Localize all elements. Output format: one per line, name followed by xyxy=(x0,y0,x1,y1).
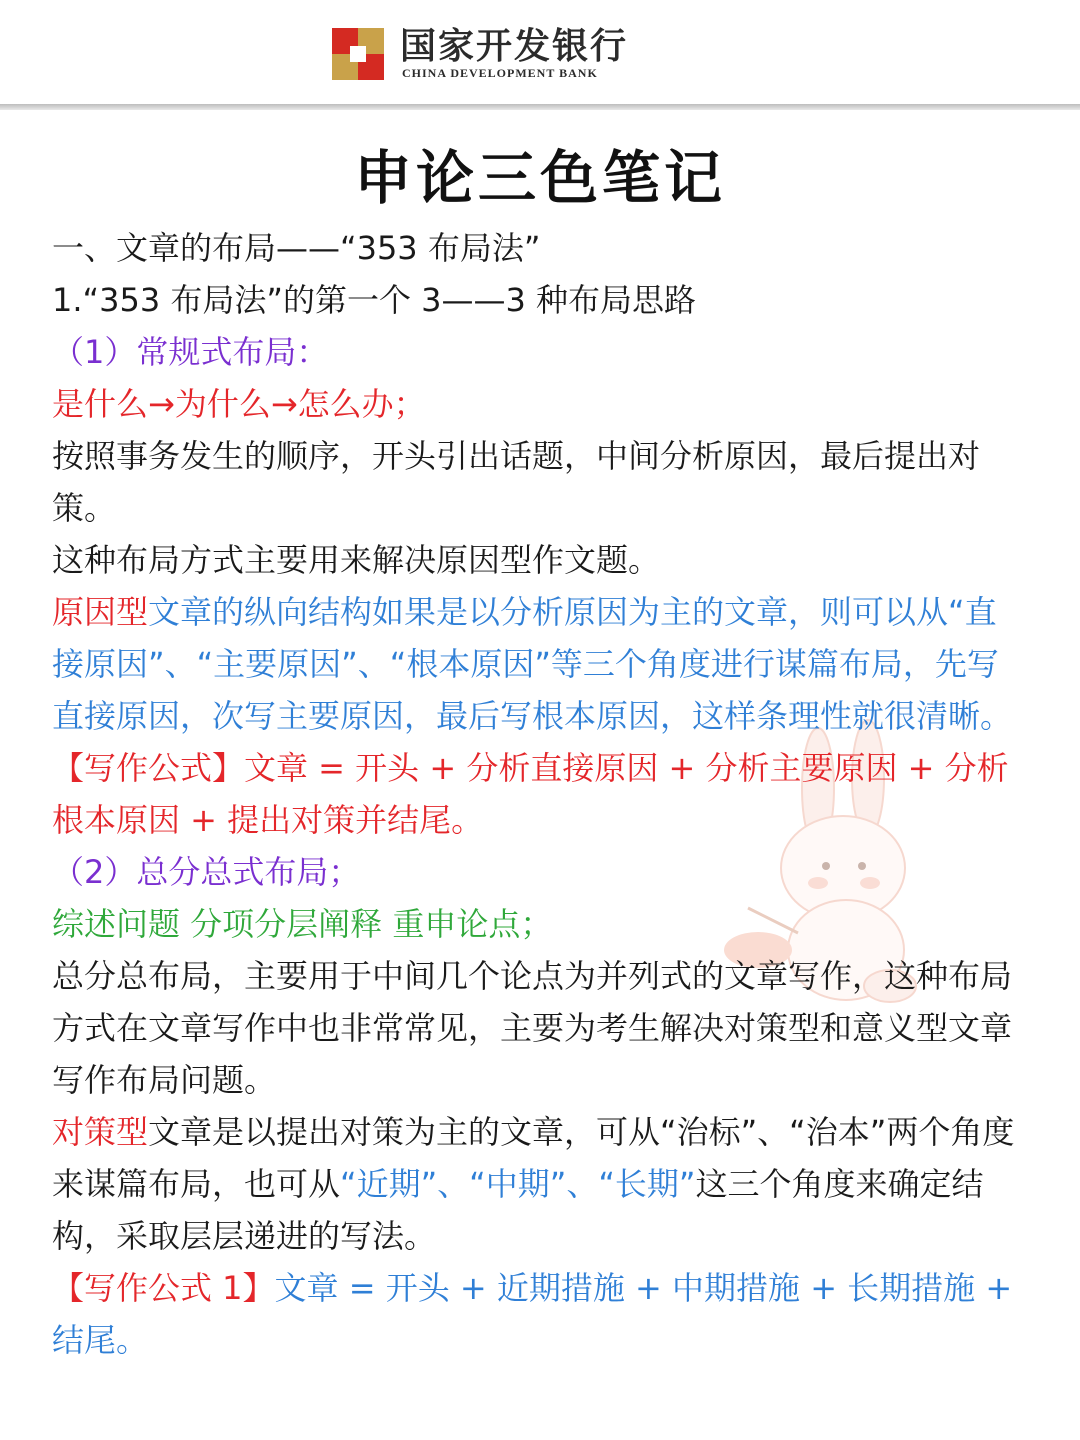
writing-formula-1-label: 【写作公式 1】 xyxy=(52,1269,275,1307)
notes-content xyxy=(52,222,1027,1366)
layout-type-1-formula: 是什么→为什么→怎么办； xyxy=(52,385,426,423)
cause-type-paragraph xyxy=(52,586,1027,742)
layout-type-1-usage: 这种布局方式主要用来解决原因型作文题。 xyxy=(52,541,661,579)
cause-type-keyword: 原因型 xyxy=(52,593,149,631)
layout-type-2-formula: 综述问题 分项分层阐释 重申论点； xyxy=(52,905,553,943)
layout-type-1-description: 按照事务发生的顺序，开头引出话题，中间分析原因，最后提出对策。 xyxy=(52,437,981,527)
bank-name-en: CHINA DEVELOPMENT BANK xyxy=(402,66,598,80)
countermeasure-type-text: 文章是以提出对策为主的文章，可从“治标”、“治本”两个角度来谋篇布局，也可从 xyxy=(52,1113,1015,1203)
countermeasure-terms: “近期”、“中期”、“长期” xyxy=(340,1165,696,1203)
layout-type-1-heading: （1）常规式布局： xyxy=(52,333,329,371)
writing-formula-1 xyxy=(52,1262,1027,1366)
writing-formula-1-text: 文章 = 开头 + 近期措施 + 中期措施 + 长期措施 + 结尾。 xyxy=(52,1269,1013,1359)
countermeasure-type-ending: 这三个角度来确定结构，采取层层递进的写法。 xyxy=(52,1165,984,1255)
countermeasure-type-keyword: 对策型 xyxy=(52,1113,149,1151)
cause-type-explanation: 文章的纵向结构如果是以分析原因为主的文章，则可以从“直接原因”、“主要原因”、“根本原因”等三个角度进行谋篇布局，先写直接原因，次写主要原因，最后写根本原因，这样条理性就很清晰。 xyxy=(52,593,1013,735)
bank-name-cn: 国家开发银行 xyxy=(400,25,629,67)
writing-formula: 【写作公式】文章 = 开头 + 分析直接原因 + 分析主要原因 + 分析根本原因 + 提出对策并结尾。 xyxy=(52,749,1009,839)
countermeasure-type-paragraph xyxy=(52,1106,1027,1262)
header-bar xyxy=(0,0,1080,108)
subsection-heading: 1.“353 布局法”的第一个 3——3 种布局思路 xyxy=(52,281,697,319)
bank-logo-icon xyxy=(332,28,384,80)
header-divider xyxy=(0,104,1080,110)
page-title: 申论三色笔记 xyxy=(353,144,726,212)
layout-type-2-heading: （2）总分总式布局； xyxy=(52,853,361,891)
section-heading: 一、文章的布局——“353 布局法” xyxy=(52,229,541,267)
layout-type-2-description: 总分总布局，主要用于中间几个论点为并列式的文章写作，这种布局方式在文章写作中也非常常见，主要为考生解决对策型和意义型文章写作布局问题。 xyxy=(52,957,1013,1099)
